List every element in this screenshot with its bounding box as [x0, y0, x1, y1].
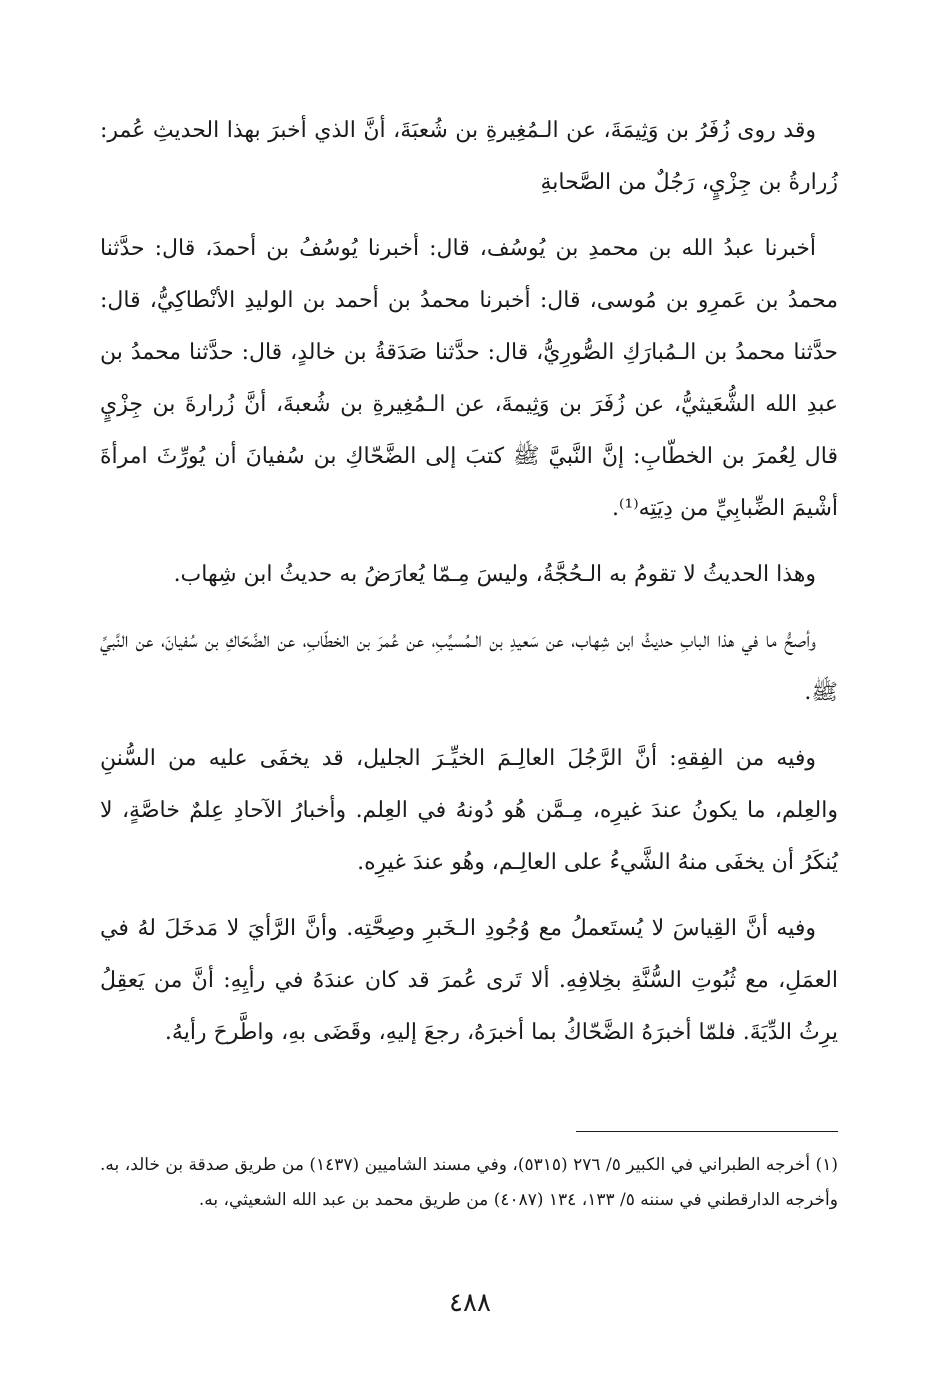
paragraph-fiqh-scholar: وفيه من الفِقهِ: أنَّ الرَّجُلَ العالِـمَ الخيِّـرَ الجليل، قد يخفَى عليه من السُّننِ والعِلم، ما يكونُ عندَ غيرِه، مِـمَّن هُو دُونهُ في العِلم. وأخبارُ الآحادِ عِلمٌ خاصَّةٍ، لا يُنكَرُ أن يخفَى منهُ الشَّيءُ على العالِـم، وهُو عندَ غيرِه. [100, 746, 838, 875]
paragraph-isnad: أخبرنا عبدُ الله بن محمدِ بن يُوسُف، قال: أخبرنا يُوسُفُ بن أحمدَ، قال: حدَّثنا محمدُ بن عَمرِو بن مُوسى، قال: أخبرنا محمدُ بن أحمد بن الوليدِ الأنْطاكِيُّ، قال: حدَّثنا محمدُ بن الـمُبارَكِ الصُّورِيُّ، قال: حدَّثنا صَدَقةُ بن خالدٍ، قال: حدَّثنا محمدُ بن عبدِ الله الشُّعَيثيُّ، عن زُفَرَ بن وَثِيمةَ، عن الـمُغِيرةِ بن شُعبةَ، أنَّ زُرارةَ بن جِزْيٍ قال لِعُمرَ بن الخطّابِ: إنَّ النَّبيَّ ﷺ كتبَ إلى الضَّحّاكِ بن سُفيانَ أن يُورِّثَ امرأةَ أشْيمَ الضِّبابِيِّ من دِيَتِه⁽¹⁾. [100, 236, 838, 521]
footnote-divider [100, 1131, 838, 1132]
paragraph-hadith-weakness: وهذا الحديثُ لا تقومُ به الـحُجَّةُ، وليسَ مِـمّا يُعارَضُ به حديثُ ابن شِهاب. [173, 562, 816, 587]
paragraph-fiqh-qiyas: وفيه أنَّ القِياسَ لا يُستَعملُ مع وُجُودِ الـخَبرِ وصِحَّتِه. وأنَّ الرَّأيَ لا مَدخَلَ لهُ في العمَلِ، مع ثُبُوتِ السُّنَّةِ بخِلافِهِ. ألا تَرى عُمرَ قد كان عندَهُ في رأيِهِ: أنَّ من يَعقِلُ يرِثُ الدِّيَةَ. فلمّا أخبرَهُ الضَّحّاكُ بما أخبرَهُ، رجعَ إليهِ، وقَضَى بهِ، واطَّرحَ رأيهُ. [100, 916, 838, 1045]
footnote: (١) أخرجه الطبراني في الكبير ٥/ ٢٧٦ (٥٣١٥)، وفي مسند الشاميين (١٤٣٧) من طريق صدقة بن خالد، به. وأخرجه الدارقطني في سننه ٥/ ١٣٣، ١٣٤ (٤٠٨٧) من طريق محمد بن عبد الله الشعيثي، به. [100, 1155, 838, 1210]
main-text [100, 105, 838, 1073]
paragraph-most-authentic: وأصحُّ ما في هذا البابِ حديثُ ابن شِهاب، عن سَعيدِ بن الـمُسيِّبِ، عن عُمرَ بن الخطّابِ، عن الضَّحّاكِ بن سُفيانَ، عن النَّبيِّ ﷺ. [100, 628, 838, 705]
paragraph-zufar-narration: وقد روى زُفَرُ بن وَثِيمَةَ، عن الـمُغِيرةِ بن شُعبَةَ، أنَّ الذي أخبرَ بهذا الحديثِ عُمر: زُرارةُ بن جِزْيٍ، رَجُلٌ من الصَّحابةِ [100, 118, 838, 195]
page-number: ٤٨٨ [449, 1288, 491, 1318]
